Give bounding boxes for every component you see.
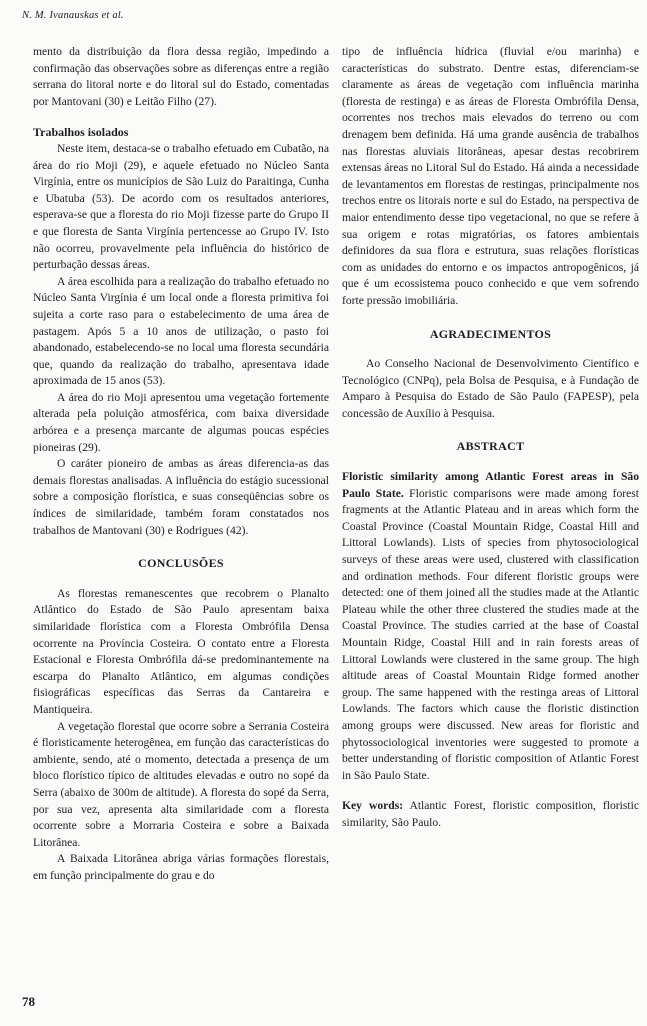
intro-paragraph: mento da distribuição da flora dessa região, impedindo a confirmação das observações sobre as diferenças entre a região serrana do litoral norte e do litoral sul do Estado, comentadas por Mantovani (30) e Leitão Filho (27). bbox=[33, 45, 329, 108]
abstract-title: Floristic similarity among Atlantic Forest areas in São Paulo State. bbox=[342, 470, 639, 500]
isolated-paragraph-3: A área do rio Moji apresentou uma vegetação fortemente alterada pela poluição atmosférica, com baixa diversidade arbórea e a presença marcante de algumas poucas espécies pioneiras (29). bbox=[33, 390, 329, 454]
keywords-label: Key words: bbox=[342, 799, 404, 813]
conclusions-paragraph-2: A vegetação florestal que ocorre sobre a Serrania Costeira é floristicamente heterogênea, em função das características do ambiente, sendo, até o momento, detectada a presença de um bloco florístico típico de altitudes elevadas e outro no sopé da Serra (abaixo de 300m de altitude). A floresta do sopé da Serra, por sua vez, apresenta alta similaridade com a floresta ocorrente sobre a Morraria Costeira e sobre a Baixada Litorânea. bbox=[33, 719, 329, 849]
page-number: 78 bbox=[22, 994, 35, 1009]
abstract-text: Floristic comparisons were made among forest fragments at the Atlantic Plateau and in areas which form the Coastal Province (Coastal Mountain Ridge, Coastal Hill and Littoral Lowlands). Lists of species from phytosociological surveys of these areas were used, clustered with classification and ordination methods. Four diferent floristic groups were detected: one of them joined all the studies made at the Atlantic Plateau while the other three clustered the studies made at the Coastal Province. The studies carried at the base of Coastal Mountain Ridge, Coastal Hill and in rain forests areas of Littoral Lowlands were clustered in the same group. The high altitude areas of Coastal Mountain Ridge formed another group. The same happened with the restinga areas of Littoral Lowlands. The factors which cause the floristic distinction among groups were discussed. New areas for floristic and phytossociological inventories were suggested to promote a better understanding of floristic composition of Atlantic Forest in São Paulo State. bbox=[342, 486, 639, 782]
right-column bbox=[342, 44, 639, 832]
keywords-text: Atlantic Forest, floristic composition, floristic similarity, São Paulo. bbox=[342, 799, 639, 829]
acknowledgements-text: Ao Conselho Nacional de Desenvolvimento Científico e Tecnológico (CNPq), pela Bolsa de Pesquisa, e à Fundação de Amparo à Pesquisa do Estado de São Paulo (FAPESP), pela concessão de Auxílio à Pesquisa. bbox=[342, 357, 639, 420]
conclusions-paragraph-1: As florestas remanescentes que recobrem o Planalto Atlântico do Estado de São Paulo apresentam baixa similaridade florística com a Floresta Ombrófila Densa ocorrente na Província Costeira. O contato entre a Floresta Estacional e Floresta Ombrófila dá-se predominantemente na escarpa do Planalto Atlântico, em algumas condições fisiográficas específicas das Serras da Cantareira e Mantiqueira. bbox=[33, 586, 329, 716]
isolated-paragraph-2: A área escolhida para a realização do trabalho efetuado no Núcleo Santa Virgínia é um local onde a floresta primitiva foi sujeita a corte raso para o estabelecimento de uma área de pastagem. Após 5 a 10 anos de utilização, o pasto foi abandonado, estabelecendo-se no local uma floresta secundária que, quando da realização do trabalho, apresentava idade aproximada de 15 anos (53). bbox=[33, 274, 329, 388]
running-head: N. M. Ivanauskas et al. bbox=[22, 10, 124, 21]
keywords bbox=[342, 798, 639, 831]
abstract-paragraph bbox=[342, 469, 639, 784]
left-column bbox=[33, 44, 329, 885]
conclusions-paragraph-3: A Baixada Litorânea abriga várias formações florestais, em função principalmente do grau e do bbox=[33, 852, 329, 882]
abstract-heading: ABSTRACT bbox=[456, 439, 525, 454]
acknowledgements-heading: AGRADECIMENTOS bbox=[429, 326, 552, 341]
continuation-paragraph: tipo de influência hídrica (fluvial e/ou marinha) e características do substrato. Dentre estas, diferenciam-se claramente as áreas de vegetação com influência marinha (floresta de restinga) e as áreas de Floresta Ombrófila Densa, ocorrentes nos trechos mais elevados do terreno ou com drenagem bem definida. Há uma grande ausência de trabalhos nas florestas aluviais litorâneas, apesar destas recobrirem extensas áreas no Litoral Sul do Estado. Há ainda a necessidade de levantamentos em florestas de restingas, principalmente nos trechos entre os litorais norte e sul do Estado, na perspectiva de maior entendimento desse tipo vegetacional, no que se refere à sua origem e rotas migratórias, os fatores ambientais definidores da sua flora e estrutura, suas relações florísticas com as unidades do entorno e os impactos antropogênicos, já que é um ecossistema pouco conhecido e que vem sofrendo forte pressão imobiliária. bbox=[342, 45, 639, 307]
conclusions-heading: CONCLUSÕES bbox=[138, 556, 224, 571]
isolated-paragraph-1: Neste item, destaca-se o trabalho efetuado em Cubatão, na área do rio Moji (29), e aquele efetuado no Núcleo Santa Virgínia, entre os municípios de São Luiz do Paraitinga, Cunha e Ubatuba (53). De acordo com os resultados anteriores, esperava-se que a floresta do rio Moji fizesse parte do Grupo II e que floresta de Santa Virgínia pertencesse ao Grupo IV. Isto não ocorreu, provavelmente pela influência do histórico de perturbação dessas áreas. bbox=[33, 141, 329, 272]
isolated-works-heading: Trabalhos isolados bbox=[33, 125, 129, 140]
isolated-paragraph-4: O caráter pioneiro de ambas as áreas diferencia-as das demais florestas analisadas. A influência do estágio sucessional sobre a composição florística, e suas conseqüências sobre os índices de similaridade, também foram constatados nos trabalhos de Mantovani (30) e Rodrigues (42). bbox=[33, 457, 329, 537]
